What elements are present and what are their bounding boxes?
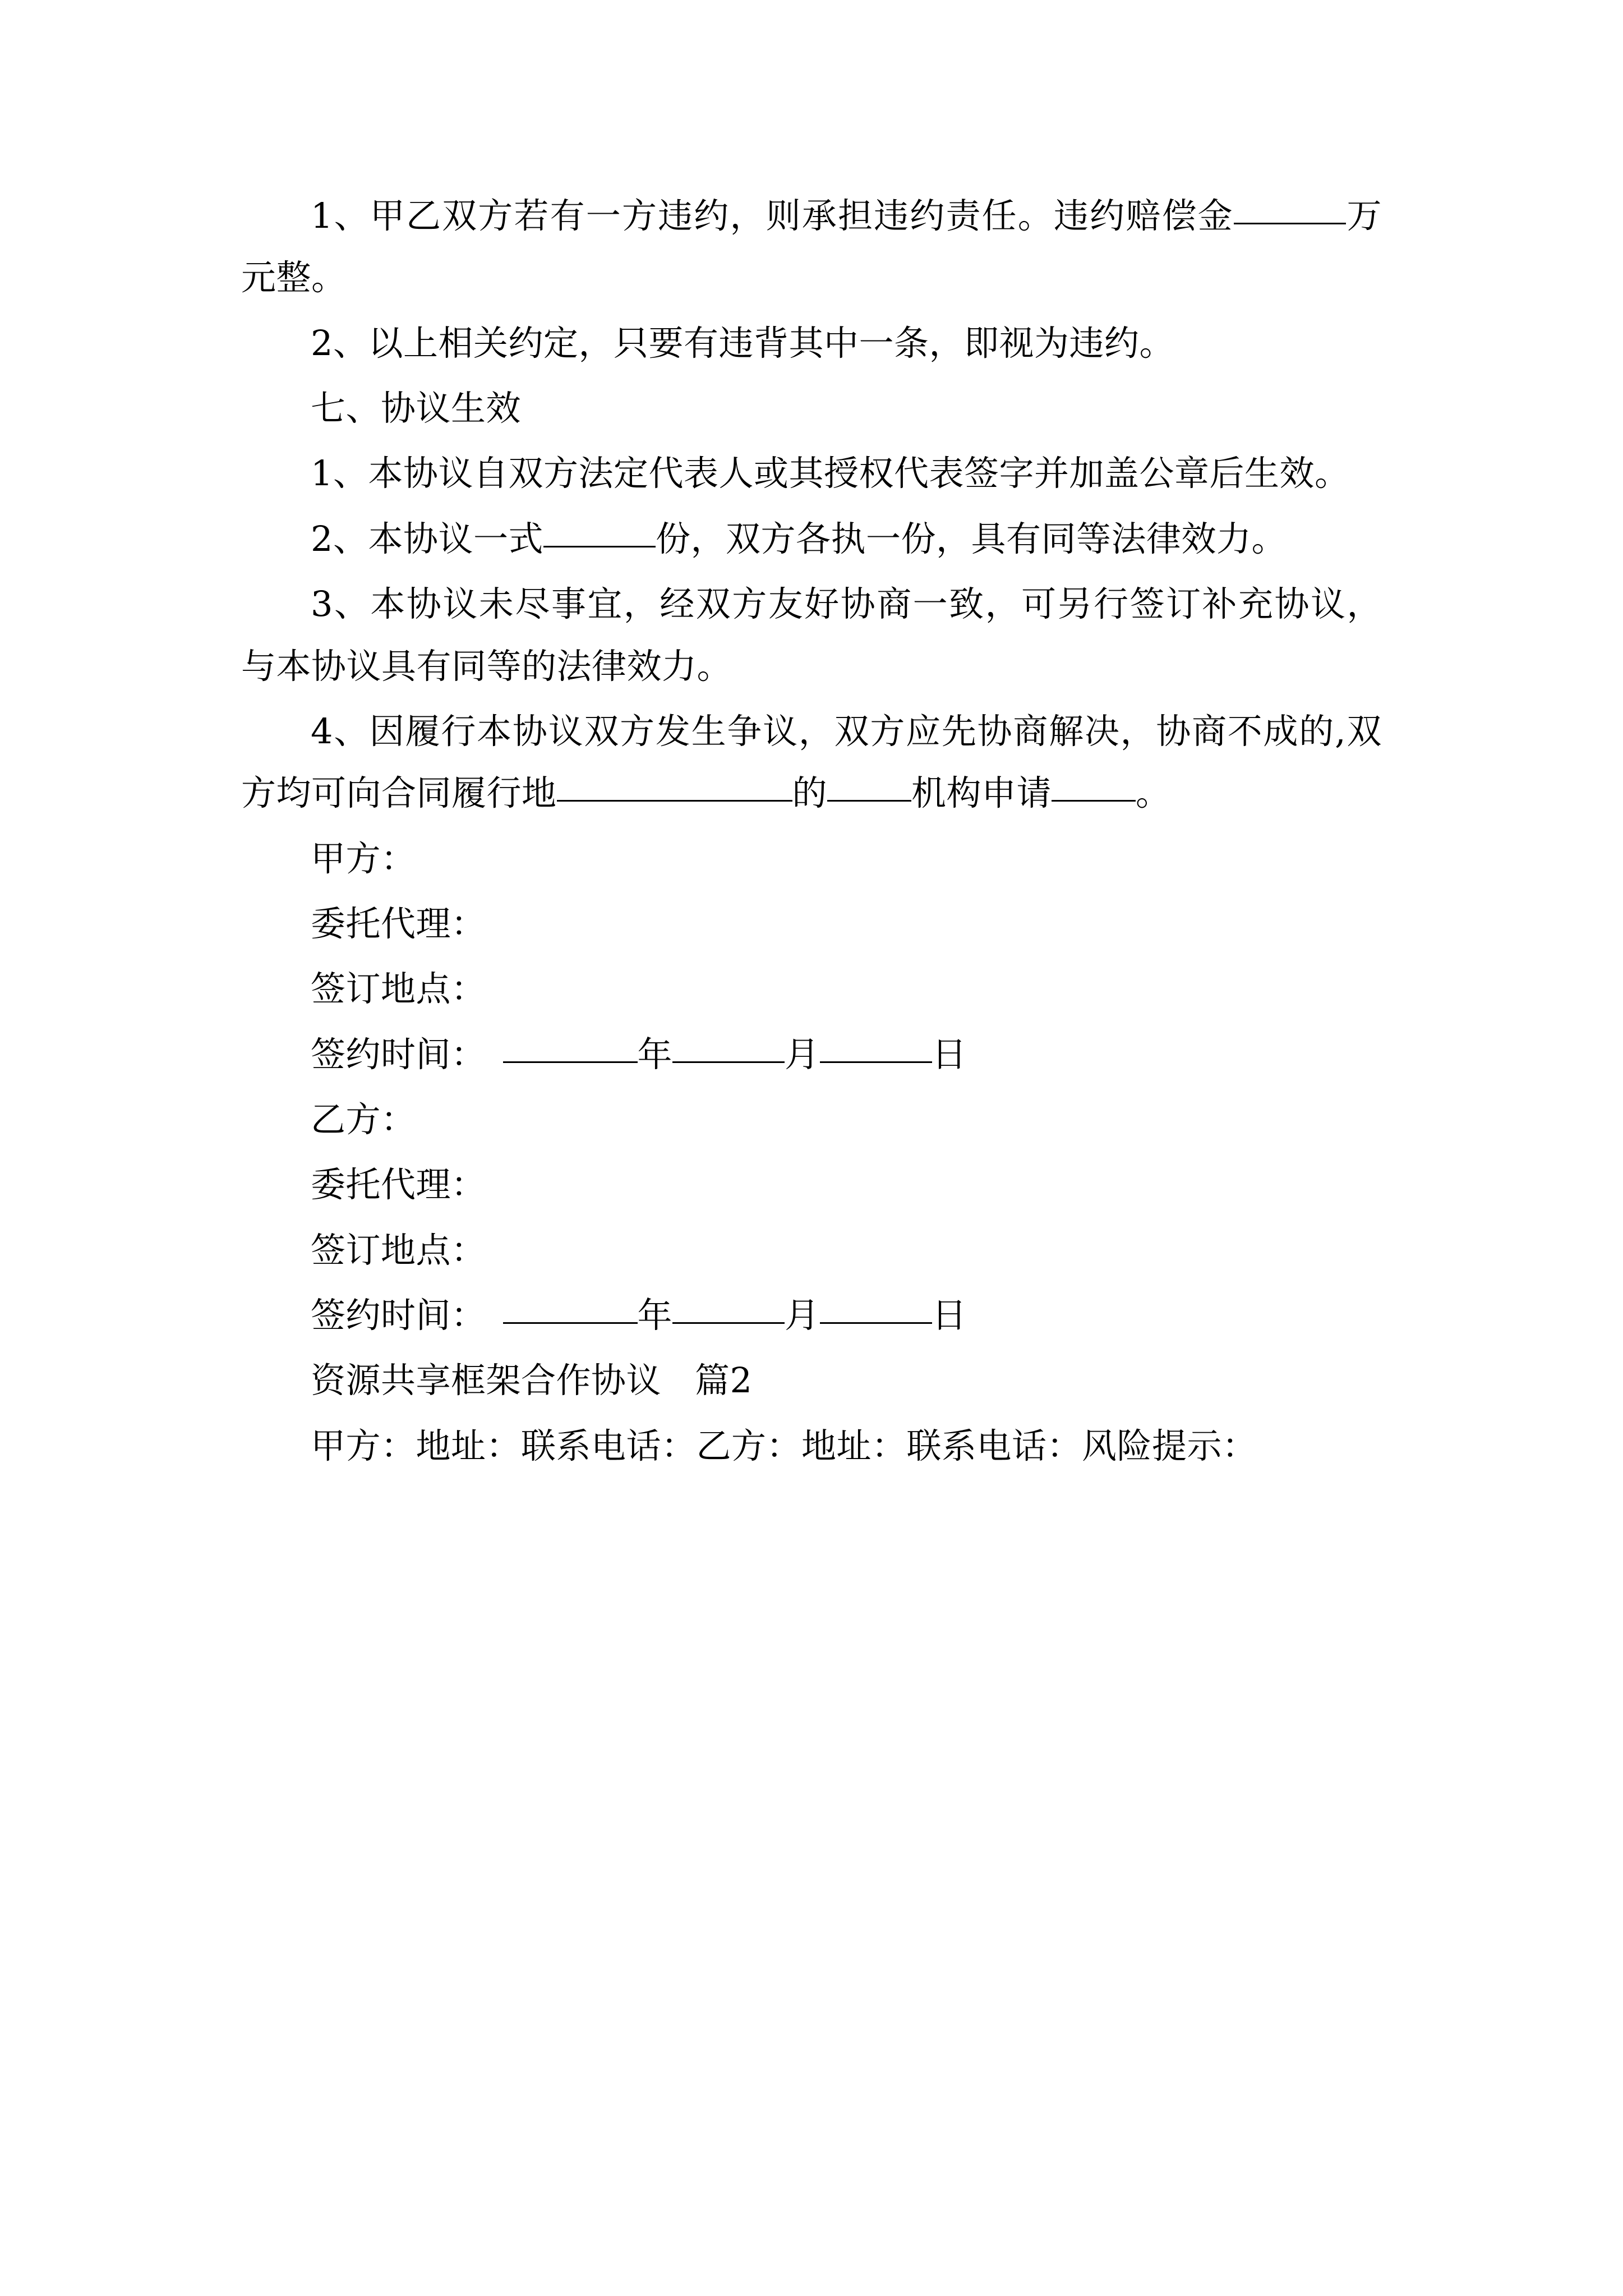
- date-year-blank[interactable]: [503, 1061, 638, 1063]
- paragraph-text: 甲方：地址：联系电话：乙方：地址：联系电话：风险提示：: [311, 1425, 1257, 1466]
- label-text: 甲方：: [311, 838, 416, 879]
- label-text: 委托代理：: [311, 903, 486, 944]
- paragraph-effect-3: [241, 573, 1382, 697]
- party-a-place: [241, 958, 1382, 1020]
- paragraph-text: 的: [792, 772, 828, 814]
- paragraph-effect-2: [241, 508, 1382, 570]
- document-body: [241, 185, 1382, 1477]
- party-b-agent: [241, 1154, 1382, 1216]
- paragraph-text: 3、本协议未尽事宜，经双方友好协商一致，可另行签订补充协议，与本协议具有同等的法律效力。: [241, 583, 1382, 687]
- paragraph-text: 。: [1136, 772, 1171, 814]
- party-a-agent: [241, 893, 1382, 955]
- label-text: 签约时间：: [311, 1295, 486, 1336]
- paragraph-text-after: 万元整。: [241, 195, 1382, 298]
- month-label: 月: [785, 1295, 820, 1336]
- paragraph-breach-1: [241, 185, 1382, 309]
- day-label: 日: [932, 1033, 967, 1075]
- date-month-blank[interactable]: [672, 1322, 785, 1324]
- paragraph-text: 2、以上相关约定，只要有违背其中一条，即视为违约。: [311, 322, 1174, 364]
- fill-in-blank[interactable]: [557, 800, 792, 802]
- next-section-body: [241, 1415, 1382, 1477]
- fill-in-blank[interactable]: [827, 800, 911, 802]
- year-label: 年: [637, 1295, 673, 1336]
- party-b-label: [241, 1089, 1382, 1151]
- label-text: 签订地点：: [311, 1229, 486, 1271]
- next-section-number: 篇2: [695, 1360, 753, 1401]
- fill-in-blank[interactable]: [543, 546, 656, 547]
- section-heading-7: [241, 378, 1382, 439]
- paragraph-effect-1: [241, 443, 1382, 504]
- party-b-date: [241, 1285, 1382, 1346]
- paragraph-text: 1、甲乙双方若有一方违约，则承担违约责任。违约赔偿金: [311, 195, 1234, 236]
- label-text: 签订地点：: [311, 968, 486, 1010]
- day-label: 日: [932, 1295, 967, 1336]
- fill-in-blank[interactable]: [1052, 800, 1136, 802]
- party-a-date: [241, 1024, 1382, 1085]
- paragraph-text: 机构申请: [911, 772, 1052, 814]
- fill-in-blank[interactable]: [1234, 223, 1346, 224]
- label-text: 乙方：: [311, 1099, 416, 1140]
- section-heading-text: 七、协议生效: [311, 388, 522, 429]
- paragraph-text: 2、本协议一式: [311, 518, 543, 559]
- paragraph-breach-2: [241, 312, 1382, 374]
- date-month-blank[interactable]: [672, 1061, 785, 1063]
- paragraph-text: 1、本协议自双方法定代表人或其授权代表签字并加盖公章后生效。: [311, 453, 1350, 494]
- date-day-blank[interactable]: [820, 1061, 932, 1063]
- date-day-blank[interactable]: [820, 1322, 932, 1324]
- date-year-blank[interactable]: [503, 1322, 638, 1324]
- next-section-heading: [241, 1350, 1382, 1411]
- paragraph-dispute: [241, 701, 1382, 825]
- month-label: 月: [785, 1033, 820, 1075]
- next-section-title: 资源共享框架合作协议: [311, 1360, 662, 1401]
- party-b-place: [241, 1220, 1382, 1281]
- party-a-label: [241, 828, 1382, 890]
- paragraph-text-after: 份，双方各执一份，具有同等法律效力。: [655, 518, 1287, 559]
- label-text: 委托代理：: [311, 1164, 486, 1205]
- year-label: 年: [637, 1033, 673, 1075]
- label-text: 签约时间：: [311, 1033, 486, 1075]
- paragraph-text: 4、因履行本协议双方发生争议，双方应先协商解决，协商不成的,双方均可向合同履行地: [241, 710, 1382, 814]
